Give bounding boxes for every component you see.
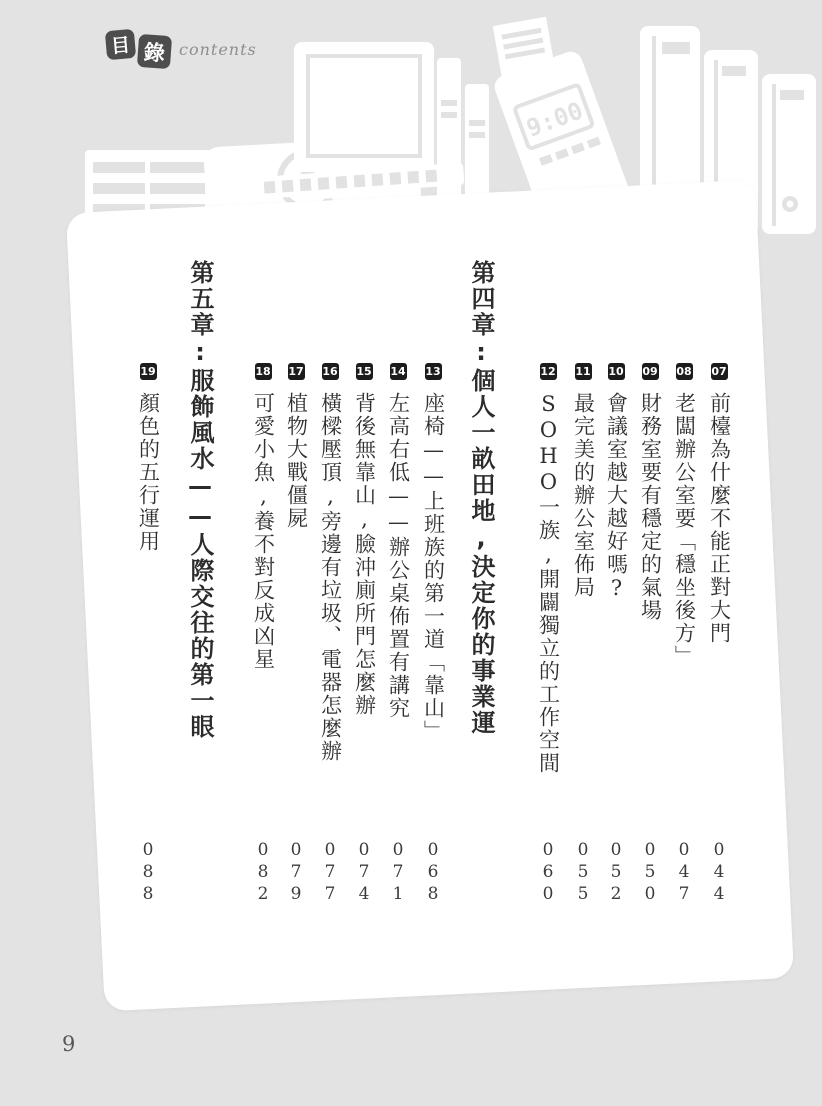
toc-entry	[531, 363, 565, 775]
entry-title: 植物大戰僵屍	[284, 392, 309, 530]
toc-entry	[381, 363, 415, 720]
page-folio: 9	[62, 1032, 76, 1056]
entry-page-number: 071	[388, 840, 408, 906]
entry-number-badge: 07	[711, 365, 727, 378]
entry-number-badge: 13	[425, 365, 441, 378]
entry-title: 顏色的五行運用	[136, 392, 161, 553]
entry-number-badge: 15	[356, 365, 372, 378]
entry-title: 前檯為什麼不能正對大門	[707, 392, 732, 645]
entry-number-badge: 11	[575, 365, 591, 378]
chapter-5-title: 第五章:服飾風水——人際交往的第一眼	[186, 260, 214, 740]
entry-title: 座椅——上班族的第一道「靠山」	[421, 392, 446, 743]
entry-page-number: 074	[354, 840, 374, 906]
lu-stamp-icon: 錄	[137, 34, 172, 69]
chapter-4-title: 第四章:個人一畝田地,決定你的事業運	[467, 260, 495, 736]
entry-page-number: 044	[709, 840, 729, 906]
clock-time-label: 9:00	[522, 96, 587, 143]
toc-entry	[313, 363, 347, 763]
entry-title: 最完美的辦公室佈局	[571, 392, 596, 599]
entry-page-number: 050	[640, 840, 660, 906]
toc-logo	[106, 30, 257, 68]
entry-title: 老闆辦公室要「穩坐後方」	[672, 392, 697, 668]
toc-entry	[633, 363, 667, 622]
entry-number-badge: 09	[642, 365, 658, 378]
entry-page-number: 088	[138, 840, 158, 906]
toc-entry	[246, 363, 280, 671]
contents-label: contents	[179, 40, 257, 59]
toc-entry	[279, 363, 313, 530]
toc-entry	[667, 363, 701, 668]
entry-title: 橫樑壓頂,旁邊有垃圾、電器怎麼辦	[318, 392, 343, 763]
entry-number-badge: 12	[540, 365, 556, 378]
toc-entry	[416, 363, 450, 743]
entry-page-number: 068	[423, 840, 443, 906]
entry-number-badge: 18	[255, 365, 271, 378]
entry-number-badge: 16	[322, 365, 338, 378]
entry-page-number: 047	[674, 840, 694, 906]
entry-title: 背後無靠山,臉沖廁所門怎麼辦	[352, 392, 377, 717]
entry-number-badge: 14	[390, 365, 406, 378]
entry-number-badge: 19	[140, 365, 156, 378]
entry-page-number: 055	[573, 840, 593, 906]
entry-page-number: 052	[606, 840, 626, 906]
toc-entry	[347, 363, 381, 717]
binder-icon	[762, 74, 816, 234]
toc-entry	[566, 363, 600, 599]
entry-page-number: 077	[320, 840, 340, 906]
entry-number-badge: 10	[608, 365, 624, 378]
entry-title: SOHO一族,開闢獨立的工作空間	[536, 392, 561, 775]
entry-title: 會議室越大越好嗎?	[604, 392, 629, 602]
toc-entry	[131, 363, 165, 553]
entry-page-number: 082	[253, 840, 273, 906]
entry-title: 財務室要有穩定的氣場	[638, 392, 663, 622]
entry-title: 左高右低——辦公桌佈置有講究	[386, 392, 411, 720]
entry-number-badge: 08	[676, 365, 692, 378]
entry-title: 可愛小魚,養不對反成凶星	[251, 392, 276, 671]
entry-page-number: 060	[538, 840, 558, 906]
entry-page-number: 079	[286, 840, 306, 906]
entry-number-badge: 17	[288, 365, 304, 378]
mulu-stamp-icon: 目	[105, 29, 136, 60]
toc-entry	[702, 363, 736, 645]
toc-entry	[599, 363, 633, 602]
